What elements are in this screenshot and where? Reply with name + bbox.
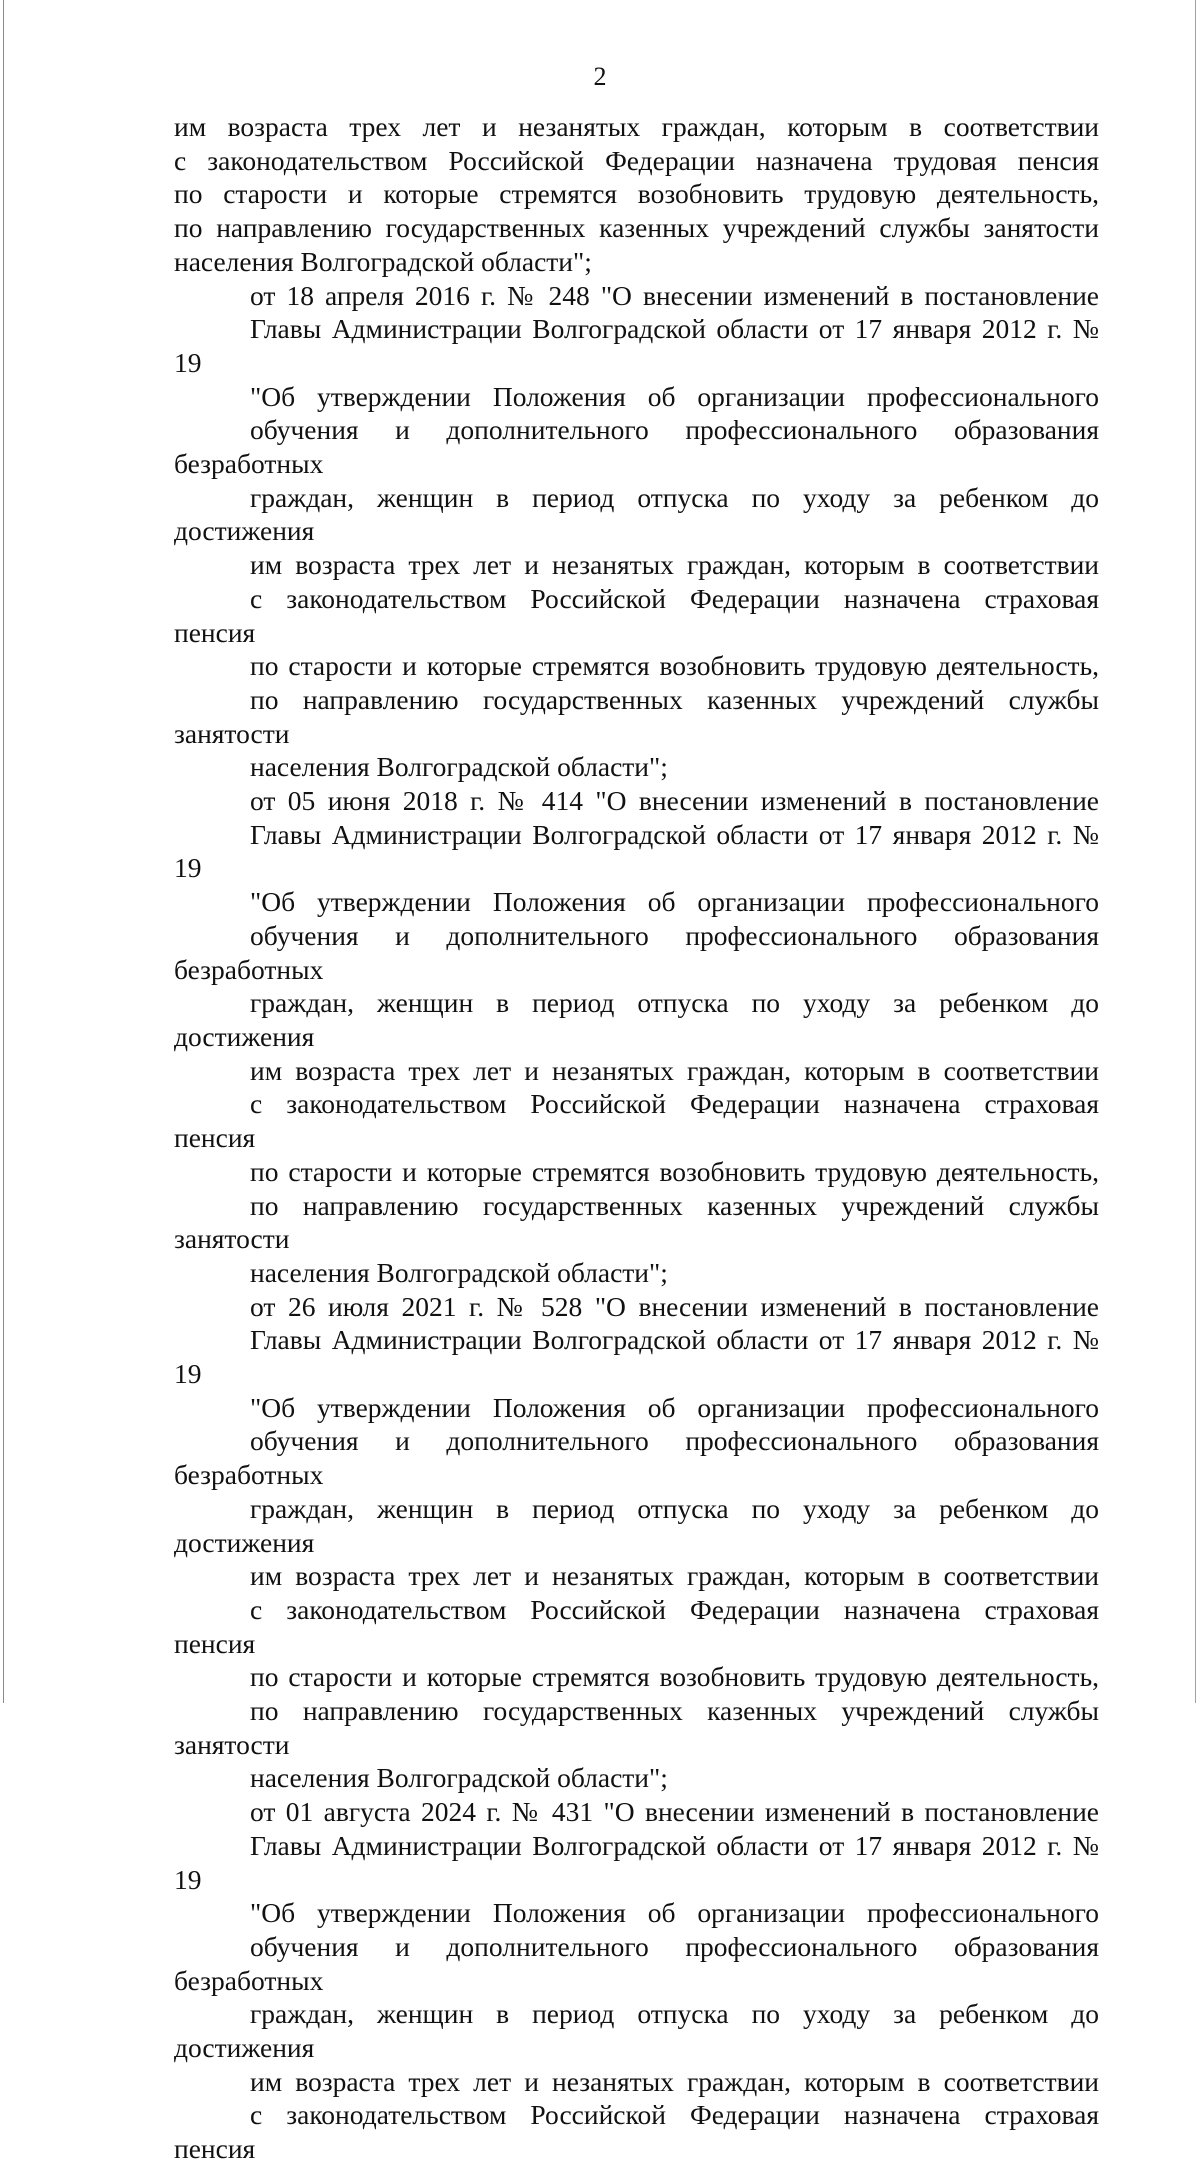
text-line: граждан, женщин в период отпуска по уходу за ребенком до достижения [174,1492,1099,1558]
text-line: по старости и которые стремятся возобновить трудовую деятельность, [250,1661,1099,1693]
text-line: населения Волгоградской области"; [174,245,592,277]
text-line: с законодательством Российской Федерации назначена страховая пенсия [174,1593,1099,1659]
text-line: Главы Администрации Волгоградской области от 17 января 2012 г. № 19 [174,818,1099,884]
paragraph [174,784,1099,1290]
text-line: "Об утверждении Положения об организации профессионального [250,1391,1099,1423]
text-line: "Об утверждении Положения об организации профессионального [250,1897,1099,1929]
text-line: от 26 июля 2021 г. № 528 "О внесении изменений в постановление [250,1290,1099,1322]
text-line: Главы Администрации Волгоградской области от 17 января 2012 г. № 19 [174,313,1099,378]
text-line: по старости и которые стремятся возобновить трудовую деятельность, [174,178,1099,210]
page-number: 2 [593,62,607,91]
text-line: с законодательством Российской Федерации назначена трудовая пенсия [174,144,1099,176]
text-line: населения Волгоградской области"; [250,1762,668,1794]
paragraph [174,110,1099,279]
text-line: с законодательством Российской Федерации назначена страховая пенсия [174,1088,1099,1154]
text-line: им возраста трех лет и незанятых граждан, которым в соответствии [174,111,1099,142]
text-line: граждан, женщин в период отпуска по уходу за ребенком до достижения [174,481,1099,547]
text-line: населения Волгоградской области"; [250,751,668,783]
paragraph [174,279,1099,785]
text-line: с законодательством Российской Федерации назначена страховая пенсия [174,582,1099,648]
text-line: по направлению государственных казенных учреждений службы занятости [174,212,1099,244]
text-line: обучения и дополнительного профессионального образования безработных [174,1930,1099,1996]
scan-edge-left [3,0,4,1703]
text-line: обучения и дополнительного профессионального образования безработных [174,1425,1099,1491]
scan-edge-right [1195,0,1196,1703]
text-line: по направлению государственных казенных учреждений службы занятости [174,1189,1099,1255]
paragraph [174,1795,1099,2166]
text-line: Главы Администрации Волгоградской области от 17 января 2012 г. № 19 [174,1324,1099,1390]
text-line: по старости и которые стремятся возобновить трудовую деятельность, [250,650,1099,682]
document-body [174,110,1099,2166]
text-line: "Об утверждении Положения об организации профессионального [250,886,1099,918]
text-line: им возраста трех лет и незанятых граждан, которым в соответствии [250,2065,1099,2097]
text-line: граждан, женщин в период отпуска по уходу за ребенком до достижения [174,1998,1099,2064]
text-line: им возраста трех лет и незанятых граждан, которым в соответствии [250,1054,1099,1086]
text-line: с законодательством Российской Федерации назначена страховая пенсия [174,2099,1099,2165]
text-line: по направлению государственных казенных учреждений службы занятости [174,1695,1099,1760]
text-line: от 05 июня 2018 г. № 414 "О внесении изменений в постановление [250,785,1099,817]
text-line: от 01 августа 2024 г. № 431 "О внесении изменений в постановление [250,1796,1099,1828]
paragraph [174,1290,1099,1796]
text-line: Главы Администрации Волгоградской области от 17 января 2012 г. № 19 [174,1829,1099,1895]
text-line: граждан, женщин в период отпуска по уходу за ребенком до достижения [174,987,1099,1052]
text-line: обучения и дополнительного профессионального образования безработных [174,414,1099,480]
text-line: им возраста трех лет и незанятых граждан, которым в соответствии [250,1560,1099,1592]
text-line: им возраста трех лет и незанятых граждан, которым в соответствии [250,549,1099,581]
text-line: по старости и которые стремятся возобновить трудовую деятельность, [250,1155,1099,1187]
text-line: населения Волгоградской области"; [250,1256,668,1288]
text-line: от 18 апреля 2016 г. № 248 "О внесении изменений в постановление [250,279,1099,311]
text-line: по направлению государственных казенных учреждений службы занятости [174,683,1099,749]
text-line: обучения и дополнительного профессионального образования безработных [174,919,1099,985]
text-line: "Об утверждении Положения об организации профессионального [250,380,1099,412]
